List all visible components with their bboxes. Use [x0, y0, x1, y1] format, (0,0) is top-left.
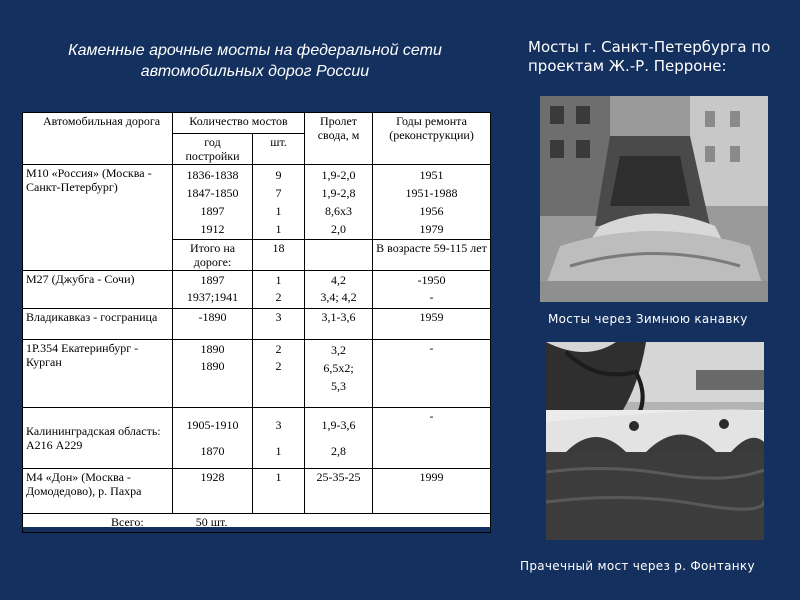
- photos-title: Мосты г. Санкт-Петербурга по проектам Ж.-Р. Перроне:: [528, 38, 771, 75]
- pcs-cell: [253, 271, 305, 309]
- repair-cell: -: [373, 408, 491, 469]
- pcs-cell: 1: [253, 469, 305, 514]
- total-label: Всего:: [111, 515, 144, 529]
- table-row: [23, 340, 491, 408]
- pcs-cell: [253, 408, 305, 469]
- repair-cell: [373, 271, 491, 309]
- span-cell: 3,1-3,6: [305, 309, 373, 340]
- pcs-cell: 3: [253, 309, 305, 340]
- span-cell: [305, 271, 373, 309]
- repair-cell: -: [373, 340, 491, 408]
- photo1-caption: Мосты через Зимнюю канавку: [548, 312, 748, 326]
- pcs-value: 1: [275, 444, 282, 458]
- span-value: 1,9-2,0: [321, 168, 356, 182]
- photo-winter-canal-bridges: [540, 96, 768, 302]
- year-value: 1890: [200, 342, 225, 356]
- pcs-value: 2: [275, 342, 282, 356]
- photo-winter-canal-image: [540, 96, 768, 302]
- repair-value: 1956: [419, 204, 444, 218]
- years-cell: [173, 340, 253, 408]
- pcs-value: 3: [275, 418, 282, 432]
- total-cell: [23, 514, 491, 533]
- repair-value: -1950: [417, 273, 446, 287]
- year-value: 1890: [200, 359, 225, 373]
- span-value: 1,9-3,6: [321, 418, 356, 432]
- table-row: [23, 165, 491, 240]
- pcs-value: 1: [275, 204, 282, 218]
- year-value: 1836-1838: [186, 168, 239, 182]
- years-cell: 1928: [173, 469, 253, 514]
- span-value: 2,8: [331, 444, 347, 458]
- span-cell: [305, 408, 373, 469]
- header-repair: Годы ремонта (реконструкции): [373, 113, 491, 165]
- span-value: 5,3: [331, 379, 347, 393]
- span-value: 4,2: [331, 273, 347, 287]
- repair-value: -: [429, 290, 434, 304]
- repair-value: 1951-1988: [405, 186, 458, 200]
- road-name: 1Р.354 Екатеринбург - Курган: [23, 340, 173, 408]
- span-cell: [305, 340, 373, 408]
- header-pcs: шт.: [253, 134, 305, 165]
- year-value: 1912: [200, 222, 225, 236]
- subtotal-label: Итого на дороге:: [173, 240, 253, 271]
- pcs-value: 1: [275, 222, 282, 236]
- repair-cell: 1959: [373, 309, 491, 340]
- year-value: 1847-1850: [186, 186, 239, 200]
- pcs-value: 2: [275, 290, 282, 304]
- header-count: Количество мостов: [173, 113, 305, 134]
- repair-value: 1979: [419, 222, 444, 236]
- photo-prachechny-bridge: [546, 342, 764, 540]
- pcs-cell: [253, 340, 305, 408]
- pcs-value: 9: [275, 168, 282, 182]
- span-value: 1,9-2,8: [321, 186, 356, 200]
- total-row: [23, 514, 491, 533]
- span-value: 8,6х3: [325, 204, 353, 218]
- repair-cell: 1999: [373, 469, 491, 514]
- subtotal-pcs: 18: [253, 240, 305, 271]
- road-name: М27 (Джубга - Сочи): [23, 271, 173, 309]
- table-row: [23, 271, 491, 309]
- road-name: М4 «Дон» (Москва - Домодедово), р. Пахра: [23, 469, 173, 514]
- slide-title: Каменные арочные мосты на федеральной сети автомобильных дорог России: [68, 42, 442, 80]
- span-cell: 25-35-25: [305, 469, 373, 514]
- table-header-row: [23, 113, 491, 134]
- repair-value: 1951: [419, 168, 444, 182]
- road-name: Владикавказ - госграница: [23, 309, 173, 340]
- bridges-table: [22, 112, 491, 533]
- subtotal-span-empty: [305, 240, 373, 271]
- table-row: [23, 309, 491, 340]
- road-name: М10 «Россия» (Москва - Санкт-Петербург): [23, 165, 173, 271]
- subtotal-age: В возрасте 59-115 лет: [373, 240, 491, 271]
- span-value: 6,5х2;: [323, 361, 354, 375]
- span-value: 3,4; 4,2: [320, 290, 357, 304]
- year-value: 1870: [200, 444, 225, 458]
- photo-prachechny-image: [546, 342, 764, 540]
- total-value: 50 шт.: [195, 515, 228, 529]
- header-year-built: год постройки: [173, 134, 253, 165]
- pcs-value: 1: [275, 273, 282, 287]
- road-name: Калининградская область: А216 А229: [23, 408, 173, 469]
- years-cell: [173, 271, 253, 309]
- pcs-cell: [253, 165, 305, 240]
- pcs-value: 7: [275, 186, 282, 200]
- years-cell: -1890: [173, 309, 253, 340]
- table-row: [23, 408, 491, 469]
- bridges-table-container: [22, 112, 490, 527]
- photo2-caption: Прачечный мост через р. Фонтанку: [520, 559, 755, 573]
- header-span: Пролет свода, м: [305, 113, 373, 165]
- years-cell: [173, 408, 253, 469]
- repair-cell: [373, 165, 491, 240]
- year-value: 1937;1941: [186, 290, 239, 304]
- span-value: 3,2: [331, 343, 347, 357]
- header-road: Автомобильная дорога: [23, 113, 173, 165]
- year-value: 1905-1910: [186, 418, 239, 432]
- year-value: 1897: [200, 273, 225, 287]
- span-value: 2,0: [331, 222, 347, 236]
- span-cell: [305, 165, 373, 240]
- years-cell: [173, 165, 253, 240]
- table-row: [23, 469, 491, 514]
- year-value: 1897: [200, 204, 225, 218]
- pcs-value: 2: [275, 359, 282, 373]
